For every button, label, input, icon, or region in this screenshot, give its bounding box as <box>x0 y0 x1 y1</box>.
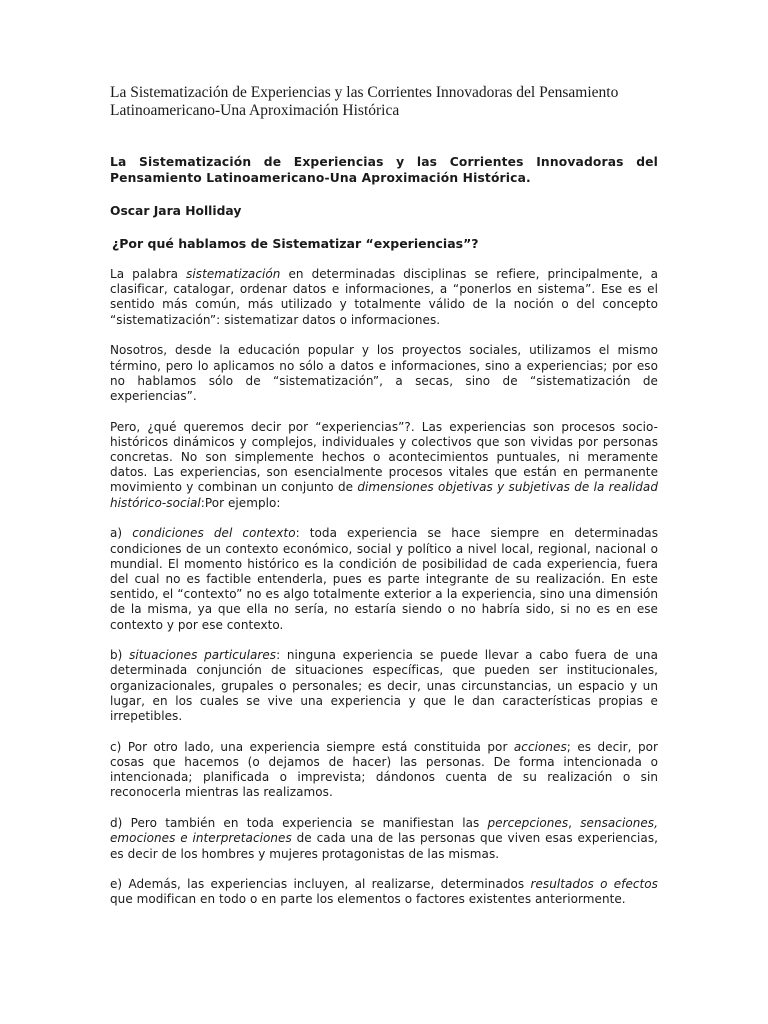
paragraph-text: ; es decir, por cosas que hacemos (o dejamos de hacer) las personas. De forma intencionada o intencionada; planificada o imprevista; dándonos cuenta de su realización o sin reconocerla mientras las realizamos. <box>110 739 658 800</box>
paragraph-text: b) <box>110 648 130 663</box>
document-title <box>110 84 658 120</box>
document-page <box>110 84 658 923</box>
paragraph-2: Nosotros, desde la educación popular y los proyectos sociales, utilizamos el mismo término, pero lo aplicamos no sólo a datos e informaciones, sino a experiencias; por eso no hablamos sólo de “sistematización”, a secas, sino de “sistematización de experiencias”. <box>110 343 658 403</box>
paragraph-emphasis: acciones <box>513 739 567 754</box>
paragraph-7 <box>110 816 658 862</box>
paragraph-text: Pero, ¿qué queremos decir por “experiencias”?. Las experiencias son procesos socio-históricos dinámicos y complejos, individuales y colectivos que son vividas por personas concretas. No son simplemente hechos o acontecimientos puntuales, ni meramente datos. Las experiencias, son esencialmente procesos vitales que están en permanente movimiento y combinan un conjunto de <box>110 419 658 495</box>
paragraph-emphasis: situaciones particulares <box>129 648 277 663</box>
paragraph-text: d) Pero también en toda experiencia se manifiestan las <box>110 816 488 831</box>
paragraph-6 <box>110 740 658 801</box>
paragraph-3 <box>110 420 658 511</box>
paragraph-emphasis: resultados o efectos <box>530 877 658 892</box>
paragraph-text: : toda experiencia se hace siempre en determinadas condiciones de un contexto económico, social y político a nivel local, regional, nacional o mundial. El momento histórico es la condición de posibilidad de cada experiencia, fuera del cual no es factible entenderla, pues es parte integrante de su realización. En este sentido, el “contexto” no es algo totalmente exterior a la experiencia, sino una dimensión de la misma, ya que ella no sería, no estaría siendo o no habría sido, si no es en ese contexto y por ese contexto. <box>110 526 659 632</box>
paragraph-text: c) Por otro lado, una experiencia siempre está constituida por <box>110 739 514 754</box>
paragraph-4 <box>110 526 658 632</box>
paragraph-text: e) Además, las experiencias incluyen, al realizarse, determinados <box>110 877 531 892</box>
section-heading: ¿Por qué hablamos de Sistematizar “experiencias”? <box>112 236 479 251</box>
paragraph-text: La palabra <box>110 267 187 281</box>
paragraph-text: en determinadas disciplinas se refiere, principalmente, a clasificar, catalogar, ordenar datos e informaciones, a “ponerlos en sistema”. Ese es el sentido más común, más utilizado y totalmente válido de la noción o del concepto “sistematización”: sistematizar datos o informaciones. <box>110 267 658 327</box>
paragraph-5 <box>110 648 658 724</box>
paragraph-8 <box>110 877 658 907</box>
article-heading: La Sistematización de Experiencias y las Corrientes Innovadoras del Pensamiento Latinoamericano-Una Aproximación Histórica. <box>110 155 658 185</box>
paragraph-text: a) <box>110 526 133 541</box>
paragraph-emphasis: sistematización <box>186 267 281 281</box>
paragraph-emphasis: percepciones <box>487 816 569 831</box>
paragraph-emphasis: condiciones del contexto <box>132 526 296 541</box>
paragraph-text: : ninguna experiencia se puede llevar a cabo fuera de una determinada conjunción de situaciones específicas, que pueden ser institucionales, organizacionales, grupales o personales; es decir, unas circunstancias, un espacio y un lugar, en los cuales se vive una experiencia y que le dan características propias e irrepetibles. <box>110 648 658 724</box>
document-title-line2: Latinoamericano-Una Aproximación Histórica <box>110 102 400 119</box>
paragraph-text: , <box>568 816 581 831</box>
paragraph-emphasis: dimensiones objetivas y subjetivas de la realidad histórico-social <box>110 480 658 510</box>
author-name: Oscar Jara Holliday <box>110 204 242 218</box>
paragraph-text: que modifican en todo o en parte los elementos o factores existentes anteriormente. <box>110 892 626 907</box>
paragraph-text: de cada una de las personas que viven esas experiencias, es decir de los hombres y mujeres protagonistas de las mismas. <box>110 831 658 861</box>
paragraph-text: :Por ejemplo: <box>200 495 281 510</box>
paragraph-1 <box>110 267 658 328</box>
paragraph-emphasis: sensaciones, emociones e interpretaciones <box>110 816 658 846</box>
document-title-line1: La Sistematización de Experiencias y las Corrientes Innovadoras del Pensamiento <box>110 84 619 101</box>
